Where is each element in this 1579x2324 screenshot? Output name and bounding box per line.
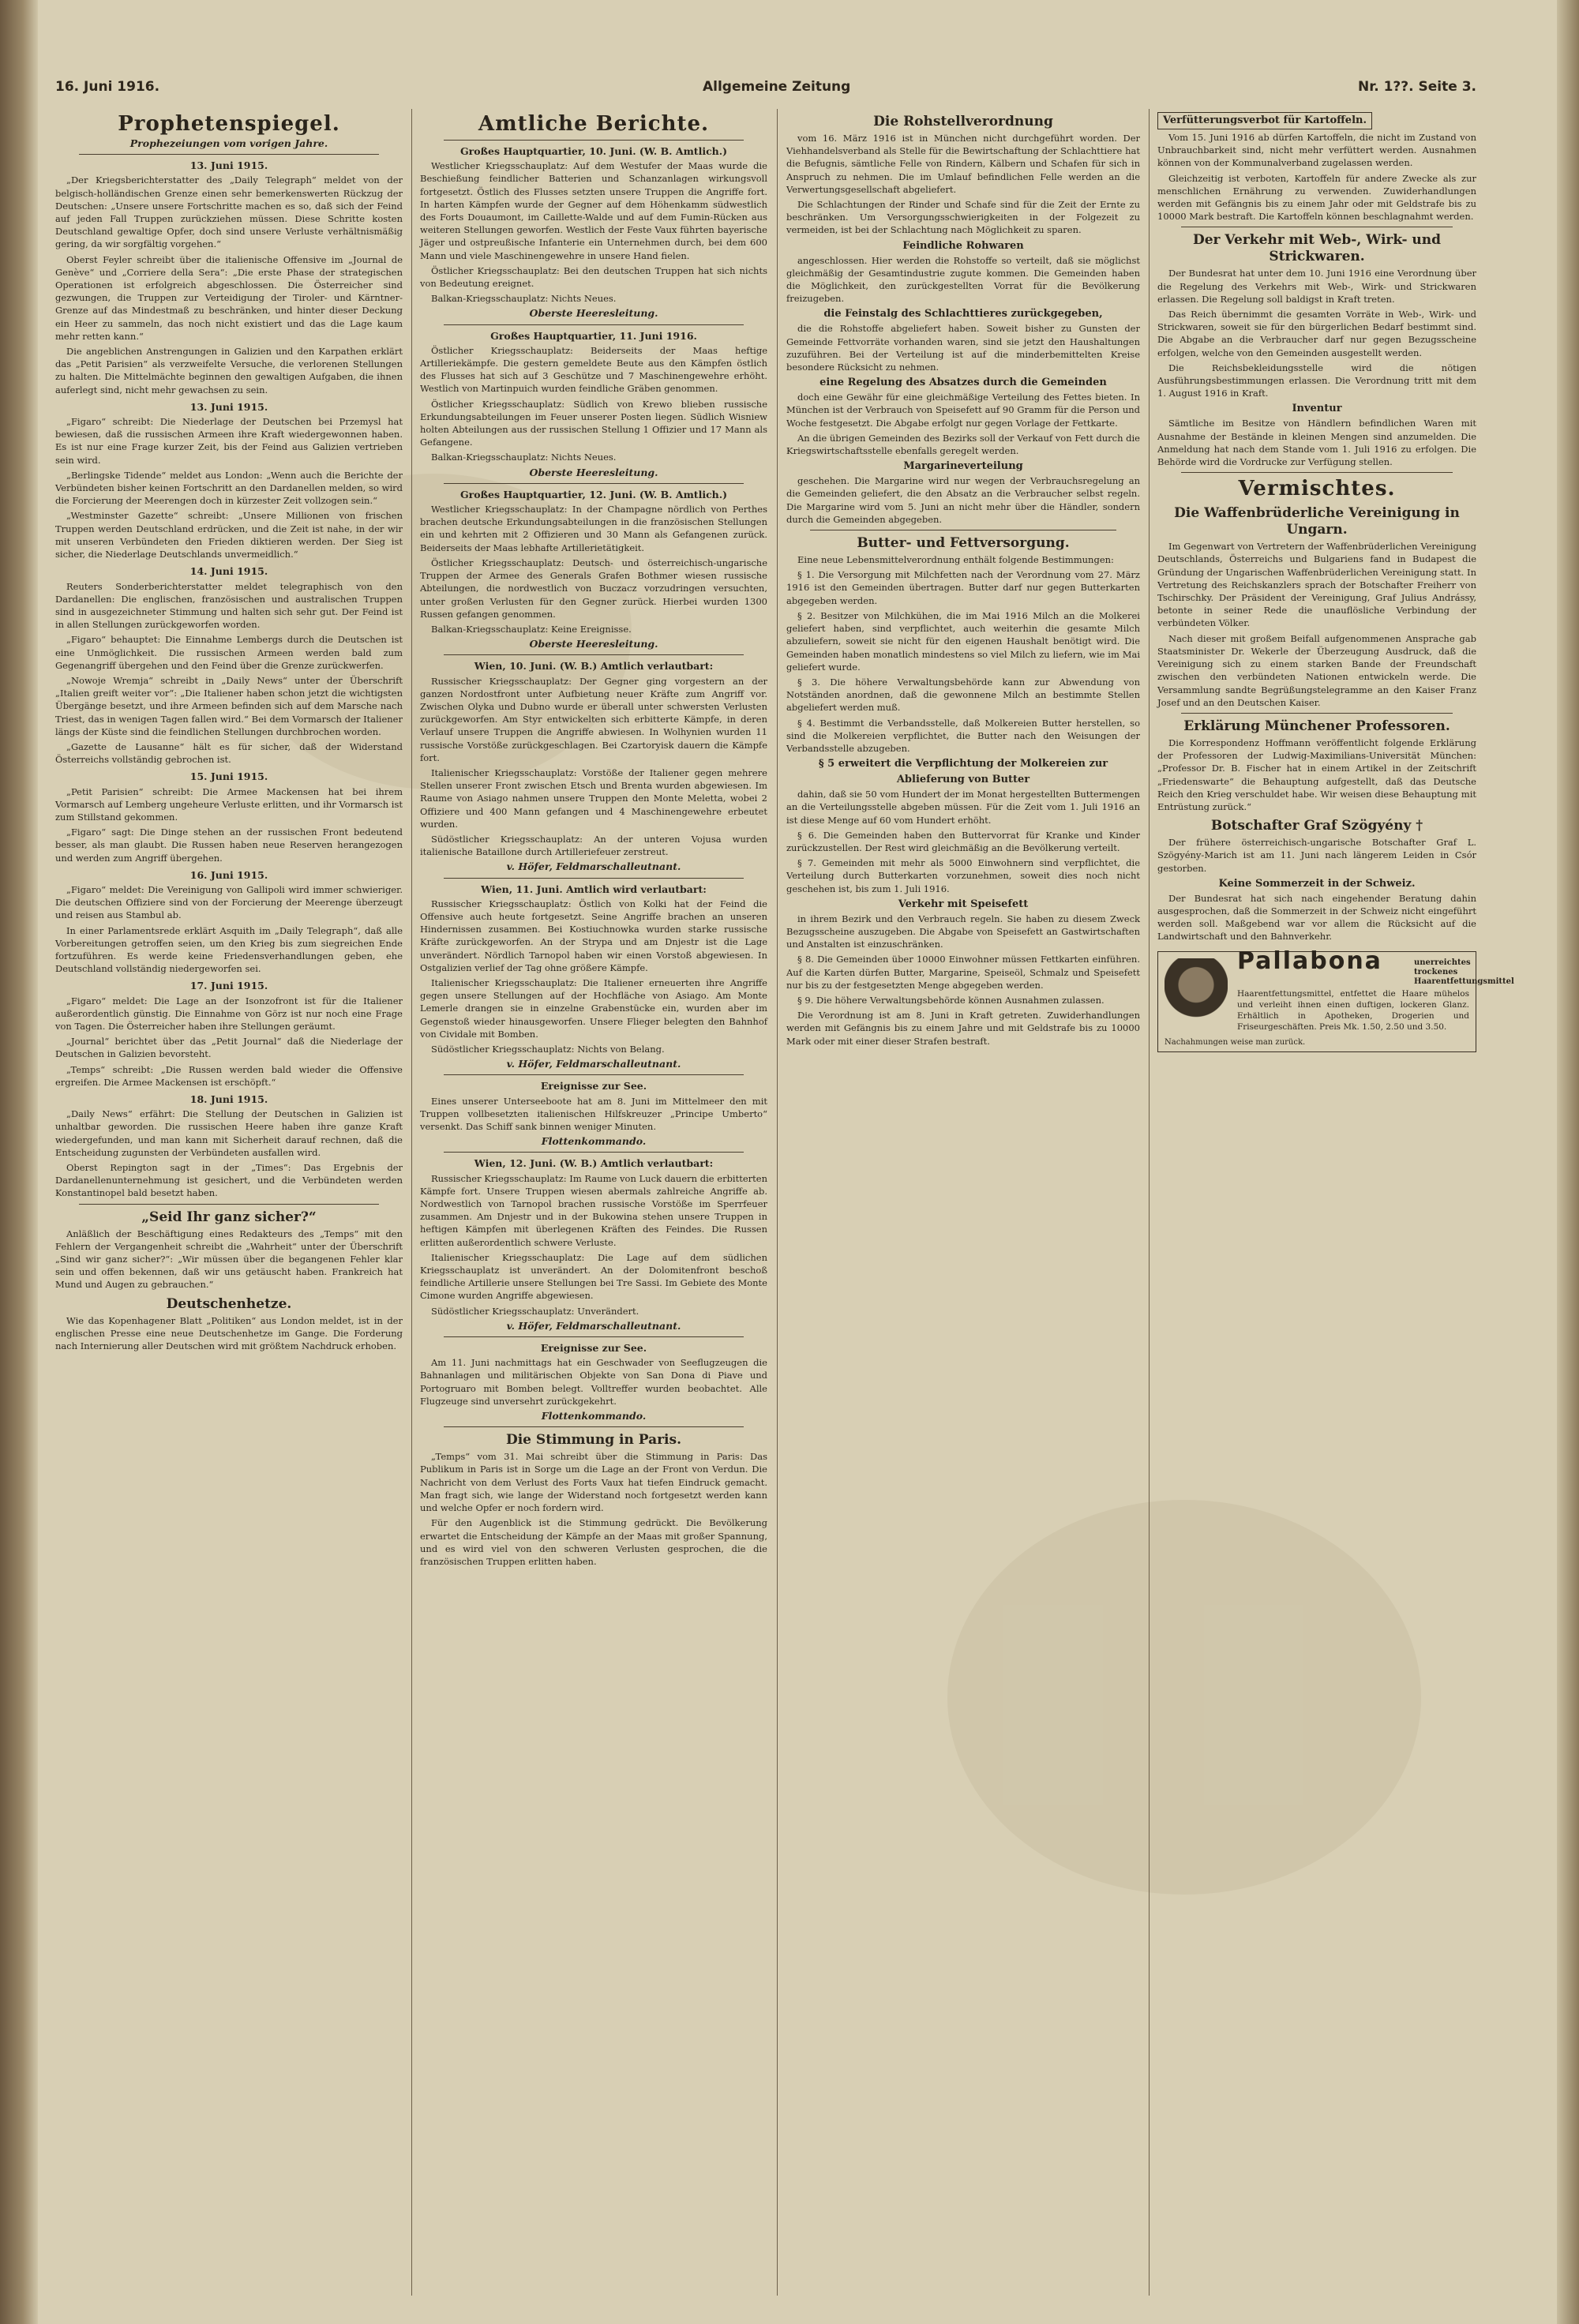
article-title: Die Stimmung in Paris. bbox=[505, 1432, 681, 1449]
paragraph: Balkan-Kriegsschauplatz: Nichts Neues. bbox=[431, 452, 617, 463]
column-rule bbox=[777, 109, 778, 2296]
paragraph: in ihrem Bezirk und den Verbrauch regeln. Sie haben zu diesem Zweck Bezugsscheine auszugeben. Die Abgabe von Speisefett an Gastwirtschaften und Anstalten ist einzuschränken. bbox=[786, 913, 1140, 950]
paragraph: Der Bundesrat hat unter dem 10. Juni 1916 eine Verordnung über die Regelung des Verkehrs mit Web-, Wirk- und Strickwaren erlassen. Die Regelung soll baldigst in Kraft treten. bbox=[1157, 268, 1476, 305]
report-signature: Oberste Heeresleitung. bbox=[529, 466, 658, 478]
paragraph: „Nowoje Wremja“ schreibt in „Daily News“ unter der Überschrift „Italien greift weiter vor“: „Die Italiener haben schon jetzt die wichtigsten Übergänge besetzt, und ihre Armeen befinden sich auf dem Marsche nach Triest, das in wenigen Tagen fallen wird.“ Bei dem Vormarsch der Italiener längs der Küste sind die feindlichen Stellungen durchbrochen worden. bbox=[55, 674, 403, 737]
paragraph: Anläßlich der Beschäftigung eines Redakteurs des „Temps“ mit den Fehlern der Vergangenheit schreibt die „Wahrheit“ unter der Überschrift „Sind wir ganz sicher?“: „Wir müssen über die begangenen Fehler klar sein und offen bekennen, daß wir uns getäuscht haben. Frankreich hat Mund und Augen zu gebrauchen.“ bbox=[55, 1228, 403, 1291]
subheading: die Feinstalg des Schlachttieres zurückgegeben, bbox=[823, 308, 1103, 320]
report-heading: Ereignisse zur See. bbox=[540, 1080, 647, 1093]
report-signature: Oberste Heeresleitung. bbox=[529, 638, 658, 650]
paragraph: Westlicher Kriegsschauplatz: Auf dem Westufer der Maas wurde die Beschießung feindlicher Batterien und Schanzanlagen wirkungsvoll fortgesetzt. Östlich des Flusses setzten unsere Truppen die Angriffe fort. In harten Kämpfen wurde der Gegner auf dem Höhenkamm südwestlich des Forts Douaumont, im Caillette-Walde und auf dem Fumin-Rücken aus weiteren Stellungen geworfen. Westlich der Feste Vaux führten bayerische Jäger und ostpreußische Infanterie ein Unternehmen durch, bei dem 600 Mann und viele Maschinengewehre in unsere Hand fielen. bbox=[420, 160, 767, 261]
ad-footer: Nachahmungen weise man zurück. bbox=[1165, 1038, 1306, 1048]
divider bbox=[1181, 713, 1453, 714]
subheading: Verkehr mit Speisefett bbox=[898, 898, 1029, 910]
report-signature: Flottenkommando. bbox=[541, 1410, 647, 1423]
paragraph: Südöstlicher Kriegsschauplatz: Nichts von Belang. bbox=[431, 1044, 665, 1055]
report-heading: Ereignisse zur See. bbox=[540, 1342, 647, 1355]
divider bbox=[444, 483, 744, 484]
page-header bbox=[55, 79, 1476, 99]
paragraph: Italienischer Kriegsschauplatz: Vorstöße der Italiener gegen mehrere Stellen unserer Front zwischen Etsch und Brenta wurden abgewiesen. Im Raume von Asiago nahmen unsere Truppen den Monte Meletta, wobei 2 Offiziere und 400 Mann gefangen und 4 Maschinengewehre erbeutet wurden. bbox=[420, 767, 767, 830]
divider bbox=[444, 878, 744, 879]
paragraph: Nach dieser mit großem Beifall aufgenommenen Ansprache gab Staatsminister Dr. Wekerle der Überzeugung Ausdruck, daß die Vereinigung sich zu einem starken Bande der Freundschaft zwischen den verbündeten Nationen entwickeln werde. Die Versammlung sandte Begrüßungstelegramme an den Kaiser Franz Josef und an den Deutschen Kaiser. bbox=[1157, 632, 1476, 708]
subheading: Ablieferung von Butter bbox=[896, 774, 1030, 786]
report-signature: v. Höfer, Feldmarschalleutnant. bbox=[506, 860, 681, 873]
advertisement bbox=[1157, 946, 1514, 1052]
column-rule bbox=[1149, 109, 1150, 2296]
column-rule bbox=[411, 109, 412, 2296]
paragraph: dahin, daß sie 50 vom Hundert der im Monat hergestellten Buttermengen an die Verteilungsstelle abgeben müssen. Für die Zeit vom 1. Juli 1916 an ist diese Menge auf 60 vom Hundert erhöht. bbox=[786, 789, 1140, 826]
section-date: 16. Juni 1915. bbox=[189, 868, 268, 881]
paragraph: Italienischer Kriegsschauplatz: Die Lage auf dem südlichen Kriegsschauplatz ist unverändert. An der Dolomitenfront beschoß feindliche Artillerie unsere Stellungen bei Tre Sassi. Im Gebiete des Monte Cimone wurden Angriffe abgewiesen. bbox=[420, 1251, 767, 1302]
divider bbox=[1181, 472, 1453, 473]
paragraph: „Daily News“ erfährt: Die Stellung der Deutschen in Galizien ist unhaltbar geworden. Die russischen Heere haben ihre ganze Kraft wiedergefunden, und man kann mit Sicherheit darauf rechnen, daß die Entscheidung zugunsten der Verbündeten ausfallen wird. bbox=[55, 1108, 403, 1158]
report-heading: Wien, 12. Juni. (W. B.) Amtlich verlautbart: bbox=[474, 1157, 714, 1170]
column-3 bbox=[786, 109, 1140, 2296]
section-date: 18. Juni 1915. bbox=[189, 1093, 268, 1106]
header-page: Nr. 1??. Seite 3. bbox=[1358, 79, 1476, 95]
column-4 bbox=[1157, 109, 1514, 2296]
ad-tagline: unerreichtes trockenes Haarentfettungsmittel bbox=[1414, 958, 1514, 986]
paragraph: Die Korrespondenz Hoffmann veröffentlicht folgende Erklärung der Professoren der Ludwig-Maximilians-Universität München: „Professor Dr. B. Fischer hat in einem Artikel in der Zeitschrift „Friedenswarte“ die Behauptung aufgestellt, daß das Deutsche Reich den Krieg verschuldet habe. Wir weisen diese Behauptung mit Entrüstung zurück.“ bbox=[1157, 737, 1476, 812]
paragraph: „Figaro“ meldet: Die Vereinigung von Gallipoli wird immer schwieriger. Die deutschen Offiziere sind von der Forcierung der Meerenge überzeugt und reisen aus Stambul ab. bbox=[55, 883, 403, 921]
paragraph: Östlicher Kriegsschauplatz: Beiderseits der Maas heftige Artilleriekämpfe. Die gestern gemeldete Beute aus den Kämpfen östlich des Flusses hat sich auf 3 Geschütze und 7 Maschinengewehre erhöht. Westlich von Martinpuich wurden feindliche Gräben genommen. bbox=[420, 344, 767, 395]
paragraph: § 6. Die Gemeinden haben den Buttervorrat für Kranke und Kinder zurückzustellen. Der Rest wird gleichmäßig an die Bevölkerung verteilt. bbox=[786, 829, 1140, 853]
article-title: Die Waffenbrüderliche Vereinigung in Ungarn. bbox=[1174, 505, 1460, 538]
article-title: Die Rohstellverordnung bbox=[873, 114, 1053, 129]
paragraph: Im Gegenwart von Vertretern der Waffenbrüderlichen Vereinigung Deutschlands, Österreichs und Bulgariens fand in Budapest die Gründung der Ungarischen Waffenbrüderlichen Vereinigung statt. In Vertretung des Reichskanzlers sprach der Botschafter Freiherr von Tschirschky. Der Präsident der Vereinigung, Graf Julius Andrássy, betonte in seiner Rede die unauflösliche Verbindung der verbündeten Völker. bbox=[1157, 541, 1476, 629]
paragraph: Die angeblichen Anstrengungen in Galizien und den Karpathen erklärt das „Petit Parisien“ als verzweifelte Versuche, die verlorenen Stellungen zu halten. Die Mittelmächte beginnen den gewaltigen Aufgaben, die ihnen auferlegt sind, nicht mehr gewachsen zu sein. bbox=[55, 346, 403, 395]
paragraph: Am 11. Juni nachmittags hat ein Geschwader von Seeflugzeugen die Bahnanlagen und militärischen Objekte von San Dona di Piave und Portogruaro mit Bomben belegt. Volltreffer wurden beobachtet. Alle Flugzeuge sind unversehrt zurückgekehrt. bbox=[420, 1357, 767, 1407]
paragraph: doch eine Gewähr für eine gleichmäßige Verteilung des Fettes bieten. In München ist der Verbrauch von Speisefett auf 90 Gramm für die Person und Woche festgesetzt. Die Abgabe erfolgt nur gegen Vorlage der Fettkarte. bbox=[786, 392, 1140, 429]
paragraph: § 9. Die höhere Verwaltungsbehörde können Ausnahmen zulassen. bbox=[797, 994, 1105, 1006]
paragraph: „Petit Parisien“ schreibt: Die Armee Mackensen hat bei ihrem Vormarsch auf Lemberg ungeheure Verluste erlitten, und ihr Vormarsch ist zum Stillstand gekommen. bbox=[55, 785, 403, 823]
book-binding bbox=[0, 0, 38, 2324]
paragraph: Das Reich übernimmt die gesamten Vorräte in Web-, Wirk- und Strickwaren, soweit sie für den bürgerlichen Bedarf bestimmt sind. Die Abgabe an die Verbraucher darf nur gegen Bezugsscheine erfolgen, welche von den Gemeinden ausgestellt werden. bbox=[1157, 309, 1476, 358]
paragraph: Die Reichsbekleidungsstelle wird die nötigen Ausführungsbestimmungen erlassen. Die Verordnung tritt mit dem 1. August 1916 in Kraft. bbox=[1157, 362, 1476, 399]
report-heading: Großes Hauptquartier, 11. Juni 1916. bbox=[490, 329, 697, 342]
article-title: Verfütterungsverbot für Kartoffeln. bbox=[1157, 112, 1372, 129]
paragraph: „Temps“ vom 31. Mai schreibt über die Stimmung in Paris: Das Publikum in Paris ist in Sorge um die Lage an der Front von Verdun. Die Nachricht von dem Verlust des Forts Vaux hat tiefen Eindruck gemacht. Man fragt sich, wie lange der Widerstand noch fortgesetzt werden kann und welche Opfer er noch fordern wird. bbox=[420, 1451, 767, 1514]
paragraph: Östlicher Kriegsschauplatz: Deutsch- und österreichisch-ungarische Truppen der Armee des Generals Grafen Bothmer wiesen russische Abteilungen, die nordwestlich von Buczacz vorzudringen versuchten, unter großen Verlusten für den Gegner zurück. Hierbei wurden 1300 Russen gefangen genommen. bbox=[420, 557, 767, 620]
paragraph: Italienischer Kriegsschauplatz: Die Italiener erneuerten ihre Angriffe gegen unsere Stellungen auf der Hochfläche von Asiago. Am Monte Lemerle drangen sie in einzelne Grabenstücke ein, wurden aber im Gegenstoß wieder hinausgeworfen. Unsere Flieger belegten den Bahnhof von Cividale mit Bomben. bbox=[420, 976, 767, 1040]
divider bbox=[444, 1152, 744, 1153]
paragraph: „Westminster Gazette“ schreibt: „Unsere Millionen von frischen Truppen werden Deutschland erdrücken, und die Zeit ist nahe, in der wir mit unseren Verbündeten den Frieden diktieren werden. Der Sieg ist sicher, die Niederlage Deutschlands unvermeidlich.“ bbox=[55, 510, 403, 560]
paragraph: Russischer Kriegsschauplatz: Der Gegner ging vorgestern an der ganzen Nordostfront unter Aufbietung neuer Kräfte zum Angriff vor. Zwischen Olyka und Dubno wurde er überall unter schwersten Verlusten zurückgeworfen. Am Styr entwickelten sich erbitterte Kämpfe, in deren Verlauf unsere Truppen die Angriffe abwiesen. In Wolhynien wurden 11 russische Vorstöße zurückgeschlagen. Bei Czartoryisk dauern die Kämpfe fort. bbox=[420, 675, 767, 763]
paragraph: Die Verordnung ist am 8. Juni in Kraft getreten. Zuwiderhandlungen werden mit Gefängnis bis zu einem Jahre und mit Geldstrafe bis zu 10000 Mark oder mit einer dieser Strafen bestraft. bbox=[786, 1010, 1140, 1047]
column-1 bbox=[55, 109, 403, 2296]
paragraph: § 7. Gemeinden mit mehr als 5000 Einwohnern sind verpflichtet, die Verteilung durch Butterkarten vorzunehmen, soweit dies noch nicht geschehen ist, bis zum 1. Juli 1916. bbox=[786, 857, 1140, 894]
paragraph: „Figaro“ sagt: Die Dinge stehen an der russischen Front bedeutend besser, als man glaubt. Die Russen haben neue Reserven herangezogen und werden zum Angriff übergehen. bbox=[55, 827, 403, 864]
section-date: 14. Juni 1915. bbox=[189, 565, 268, 578]
ad-brand: Pallabona bbox=[1237, 946, 1382, 975]
report-signature: v. Höfer, Feldmarschalleutnant. bbox=[506, 1058, 681, 1070]
paragraph: Reuters Sonderberichterstatter meldet telegraphisch von den Dardanellen: Die englischen, französischen und australischen Truppen sind in ausgezeichneter Stimmung und halten sich sehr gut. Der Feind ist in allen Stellungen zurückgeworfen worden. bbox=[55, 580, 403, 631]
subheading: eine Regelung des Absatzes durch die Gemeinden bbox=[820, 377, 1107, 389]
paragraph: § 8. Die Gemeinden über 10000 Einwohner müssen Fettkarten einführen. Auf die Karten dürfen Butter, Margarine, Speiseöl, Schmalz und Speisefett nur bis zu der festgesetzten Menge abgegeben werden. bbox=[786, 954, 1140, 991]
paragraph: Eine neue Lebensmittelverordnung enthält folgende Bestimmungen: bbox=[797, 554, 1114, 566]
article-subtitle: Prophezeiungen vom vorigen Jahre. bbox=[129, 137, 328, 149]
paragraph: Der Bundesrat hat sich nach eingehender Beratung dahin ausgesprochen, daß die Sommerzeit in der Schweiz nicht eingeführt werden soll. Maßgebend war vor allem die Rücksicht auf die Landwirtschaft und den Bahnverkehr. bbox=[1157, 892, 1476, 943]
article-title: Amtliche Berichte. bbox=[478, 112, 710, 136]
ad-text: Haarentfettungsmittel, entfettet die Haare mühelos und verleiht ihnen einen duftigen, lockeren Glanz. Erhältlich in Apotheken, Drogerien und Friseurgeschäften. Preis Mk. 1.50, 2.50 und 3.50. bbox=[1237, 988, 1469, 1032]
paragraph: Der frühere österreichisch-ungarische Botschafter Graf L. Szögyény-Marich ist am 11. Juni nach längerem Leiden in Csór gestorben. bbox=[1157, 837, 1476, 874]
paragraph: angeschlossen. Hier werden die Rohstoffe so verteilt, daß sie möglichst gleichmäßig der Gesamtindustrie zugute kommen. Die Gemeinden haben die Möglichkeit, den zurückgestellten Vorrat für die Bevölkerung freizugeben. bbox=[786, 254, 1140, 305]
paragraph: „Figaro“ meldet: Die Lage an der Isonzofront ist für die Italiener außerordentlich günstig. Die Einnahme von Görz ist nur noch eine Frage von Tagen. Die Österreicher haben ihre Stellungen geräumt. bbox=[55, 995, 403, 1032]
subheading: Margarineverteilung bbox=[903, 460, 1023, 473]
section-title: Vermischtes. bbox=[1238, 477, 1396, 501]
paragraph: die die Rohstoffe abgeliefert haben. Soweit bisher zu Gunsten der Gemeinde Fettvorräte vorhanden waren, sind sie jetzt den Haushaltungen zuzuführen. Bei der Verteilung ist auf die minderbemittelten Kreise besondere Rücksicht zu nehmen. bbox=[786, 323, 1140, 373]
paragraph: „Journal“ berichtet über das „Petit Journal“ daß die Niederlage der Deutschen in Galizien bevorsteht. bbox=[55, 1036, 403, 1060]
paragraph: Oberst Feyler schreibt über die italienische Offensive im „Journal de Genève“ und „Corriere della Sera“: „Die erste Phase der strategischen Operationen ist erfolgreich abgeschlossen. Die Österreicher sind gezwungen, die Truppen zur Verteidigung der Tiroler- und Kärntner-Grenze auf das Mindestmaß zu beschränken, und hinter dieser Deckung ein Heer zu sammeln, das noch nicht existiert und das die Lage kaum mehr retten kann.“ bbox=[55, 253, 403, 342]
paragraph: Westlicher Kriegsschauplatz: In der Champagne nördlich von Perthes brachen deutsche Erkundungsabteilungen in die französischen Stellungen ein und kehrten mit 2 Offizieren und 30 Mann als Gefangenen zurück. Beiderseits der Maas lebhafte Artillerietätigkeit. bbox=[420, 504, 767, 553]
paragraph: § 2. Besitzer von Milchkühen, die im Mai 1916 Milch an die Molkerei geliefert haben, sind verpflichtet, auch weiterhin die gesamte Milch abzuliefern, soweit sie nicht für den eigenen Haushalt benötigt wird. Die Gemeinden haben monatlich mindestens so viel Milch zu liefern, wie im Mai geliefert wurde. bbox=[786, 609, 1140, 673]
paragraph: Wie das Kopenhagener Blatt „Politiken“ aus London meldet, ist in der englischen Presse eine neue Deutschenhetze im Gange. Die Forderung nach Internierung aller Deutschen wird mit größtem Nachdruck erhoben. bbox=[55, 1314, 403, 1352]
paragraph: „Berlingske Tidende“ meldet aus London: „Wenn auch die Berichte der Verbündeten bisher keinen Fortschritt an den Dardanellen melden, so wird die Forcierung der Meerengen doch in kürzester Zeit vollzogen sein.“ bbox=[55, 469, 403, 507]
article-title: Butter- und Fettversorgung. bbox=[857, 535, 1070, 552]
paragraph: „Figaro“ schreibt: Die Niederlage der Deutschen bei Przemysl hat bewiesen, daß die russischen Armeen ihre Kraft wiedergewonnen haben. Es ist nur eine Frage kurzer Zeit, bis der Feind aus Galizien vertrieben sein wird. bbox=[55, 416, 403, 466]
article-title: Keine Sommerzeit in der Schweiz. bbox=[1218, 877, 1416, 890]
divider bbox=[444, 140, 744, 141]
report-signature: v. Höfer, Feldmarschalleutnant. bbox=[506, 1319, 681, 1332]
paragraph: Russischer Kriegsschauplatz: Im Raume von Luck dauern die erbitterten Kämpfe fort. Unsere Truppen wiesen abermals zahlreiche Angriffe ab. Nordwestlich von Tarnopol brachen russische Vorstöße im Sperrfeuer zusammen. Am Dnjestr und in der Bukowina stehen unsere Truppen in heftigen Kämpfen mit überlegenen Kräften des Feindes. Die Russen erlitten außerordentlich schwere Verluste. bbox=[420, 1172, 767, 1248]
article-title: Deutschenhetze. bbox=[166, 1295, 292, 1312]
paragraph: § 1. Die Versorgung mit Milchfetten nach der Verordnung vom 27. März 1916 ist den Gemeinden übertragen. Butter darf nur gegen Butterkarten abgegeben werden. bbox=[786, 569, 1140, 606]
paragraph: Russischer Kriegsschauplatz: Östlich von Kolki hat der Feind die Offensive auch heute fortgesetzt. Seine Angriffe brachen an unseren Hindernissen zusammen. Bei Kostiuchnowka wurden starke russische Kräfte zurückgeworfen. An der Strypa und am Dnjestr ist die Lage unverändert. Nördlich Tarnopol haben wir einen Vorstoß abgewiesen. In Ostgalizien verlief der Tag ohne größere Kämpfe. bbox=[420, 898, 767, 973]
paragraph: Für den Augenblick ist die Stimmung gedrückt. Die Bevölkerung erwartet die Entscheidung der Kämpfe an der Maas mit großer Spannung, und es wird viel von den schweren Verlusten gesprochen, die die französischen Truppen erlitten haben. bbox=[420, 1517, 767, 1567]
divider bbox=[444, 654, 744, 655]
report-signature: Oberste Heeresleitung. bbox=[529, 307, 658, 320]
divider bbox=[79, 154, 379, 155]
paragraph: Südöstlicher Kriegsschauplatz: An der unteren Vojusa wurden italienische Bataillone durch Artilleriefeuer zerstreut. bbox=[420, 833, 767, 858]
paragraph: § 4. Bestimmt die Verbandsstelle, daß Molkereien Butter herstellen, so sind die Molkereien verpflichtet, die Butter nach den Weisungen der Verbandsstelle abzugeben. bbox=[786, 717, 1140, 754]
paragraph: Östlicher Kriegsschauplatz: Bei den deutschen Truppen hat sich nichts von Bedeutung ereignet. bbox=[420, 264, 767, 290]
section-date: 13. Juni 1915. bbox=[189, 400, 268, 413]
section-date: 17. Juni 1915. bbox=[189, 980, 268, 992]
section-date: 13. Juni 1915. bbox=[189, 159, 268, 172]
article-title: Botschafter Graf Szögyény † bbox=[1210, 818, 1423, 834]
subheading: Inventur bbox=[1292, 403, 1342, 415]
report-heading: Großes Hauptquartier, 12. Juni. (W. B. Amtlich.) bbox=[459, 488, 728, 500]
paragraph: Vom 15. Juni 1916 ab dürfen Kartoffeln, die nicht im Zustand von Unbrauchbarkeit sind, nicht mehr verfüttert werden. Ausnahmen können von der Kommunalverband zugelassen werden. bbox=[1157, 132, 1476, 169]
paragraph: Balkan-Kriegsschauplatz: Nichts Neues. bbox=[431, 293, 617, 305]
divider bbox=[79, 1204, 379, 1205]
paragraph: „Gazette de Lausanne“ hält es für sicher, daß der Widerstand Österreichs vollständig gebrochen ist. bbox=[55, 740, 403, 766]
report-heading: Wien, 10. Juni. (W. B.) Amtlich verlautbart: bbox=[474, 660, 714, 673]
paragraph: Östlicher Kriegsschauplatz: Südlich von Krewo blieben russische Erkundungsabteilungen im Feuer unserer Posten liegen. Südlich Wisniew holten Abteilungen aus der russischen Stellung 1 Offizier und 17 Mann als Gefangene. bbox=[420, 398, 767, 448]
paragraph: Gleichzeitig ist verboten, Kartoffeln für andere Zwecke als zur menschlichen Ernährung zu verwenden. Zuwiderhandlungen werden mit Gefängnis bis zu einem Jahr oder mit Geldstrafe bis zu 10000 Mark bestraft. Die Kartoffeln können beschlagnahmt werden. bbox=[1157, 172, 1476, 223]
paragraph: „Figaro“ behauptet: Die Einnahme Lembergs durch die Deutschen ist eine Unmöglichkeit. Die russischen Armeen werden bald zum Gegenangriff übergehen und den Feind über die Grenze zurückwerfen. bbox=[55, 634, 403, 671]
divider bbox=[444, 1426, 744, 1427]
report-signature: Flottenkommando. bbox=[541, 1135, 647, 1148]
article-title: Prophetenspiegel. bbox=[118, 112, 340, 136]
report-heading: Wien, 11. Juni. Amtlich wird verlautbart: bbox=[481, 883, 707, 895]
divider bbox=[444, 324, 744, 325]
divider bbox=[444, 1336, 744, 1337]
paragraph: An die übrigen Gemeinden des Bezirks soll der Verkauf von Fett durch die Kriegswirtschaftsstelle ebenfalls geregelt werden. bbox=[786, 432, 1140, 457]
column-2 bbox=[420, 109, 767, 2296]
paragraph: Südöstlicher Kriegsschauplatz: Unverändert. bbox=[431, 1305, 639, 1317]
subheading: § 5 erweitert die Verpflichtung der Molkereien zur bbox=[818, 758, 1108, 770]
header-date: 16. Juni 1916. bbox=[55, 79, 160, 95]
paragraph: Oberst Repington sagt in der „Times“: Das Ergebnis der Dardanellenunternehmung ist gesichert, und die Verbündeten werden Konstantinopel bald besetzt haben. bbox=[55, 1162, 403, 1199]
paragraph: Eines unserer Unterseeboote hat am 8. Juni im Mittelmeer den mit Truppen vollbesetzten italienischen Hilfskreuzer „Principe Umberto“ versenkt. Das Schiff sank binnen weniger Minuten. bbox=[420, 1095, 767, 1133]
paragraph: Balkan-Kriegsschauplatz: Keine Ereignisse. bbox=[431, 623, 632, 635]
paragraph: § 3. Die höhere Verwaltungsbehörde kann zur Abwendung von Notständen anordnen, daß die gewonnene Milch an bestimmte Stellen abgeliefert werden muß. bbox=[786, 676, 1140, 714]
ad-portrait bbox=[1165, 958, 1228, 1034]
article-title: Der Verkehr mit Web-, Wirk- und Strickwaren. bbox=[1192, 232, 1442, 265]
article-title: Erklärung Münchener Professoren. bbox=[1183, 718, 1450, 734]
divider bbox=[444, 1074, 744, 1075]
page-edge bbox=[1557, 0, 1579, 2324]
paragraph: vom 16. März 1916 ist in München nicht durchgeführt worden. Der Viehhandelsverband als Stelle für die Bewirtschaftung der Schlachttiere hat die Befugnis, sämtliche Felle von Rindern, Kälbern und Schafen für sich in Anspruch zu nehmen. Die im Umlauf befindlichen Felle werden an die Verwertungsgesellschaft abgeliefert. bbox=[786, 133, 1140, 195]
paragraph: In einer Parlamentsrede erklärt Asquith im „Daily Telegraph“, daß alle Vorbereitungen getroffen seien, um den Krieg bis zum siegreichen Ende fortzuführen. Es werde keine Friedensverhandlungen geben, ehe Deutschland vollständig niedergeworfen sei. bbox=[55, 924, 403, 975]
header-paper: Allgemeine Zeitung bbox=[703, 79, 851, 95]
paragraph: Sämtliche im Besitze von Händlern befindlichen Waren mit Ausnahme der Bestände in kleinen Mengen sind anzumelden. Die Anmeldung hat nach dem Stande vom 1. Juli 1916 zu erfolgen. Die Behörde wird die Vordrucke zur Verfügung stellen. bbox=[1157, 418, 1476, 468]
paragraph: geschehen. Die Margarine wird nur wegen der Verbrauchsregelung an die Gemeinden geliefert, die den Absatz an die Verbraucher selbst regeln. Die Margarine wird vom 5. Juni an nicht mehr über die Händler, sondern durch die Gemeinden abgegeben. bbox=[786, 475, 1140, 525]
paragraph: Die Schlachtungen der Rinder und Schafe sind für die Zeit der Ernte zu beschränken. Um Versorgungsschwierigkeiten in der Folgezeit zu vermeiden, ist bei der Schlachtung nach Möglichkeit zu sparen. bbox=[786, 199, 1140, 236]
section-date: 15. Juni 1915. bbox=[189, 770, 268, 783]
paragraph: „Temps“ schreibt: „Die Russen werden bald wieder die Offensive ergreifen. Die Armee Mackensen ist erschöpft.“ bbox=[55, 1063, 403, 1088]
report-heading: Großes Hauptquartier, 10. Juni. (W. B. Amtlich.) bbox=[459, 145, 728, 157]
article-title: „Seid Ihr ganz sicher?“ bbox=[141, 1209, 317, 1225]
paragraph: „Der Kriegsberichterstatter des „Daily Telegraph“ meldet von der belgisch-holländischen Grenze einen sehr bemerkenswerten Rückzug der Deutschen: „Unsere unsere Fortschritte machen es so, daß sich der Feind auf jeden Fall Truppen zurückziehen müssen. Diese Schritte kosten Deutschland gewaltige Opfer, doch sind unsere Verluste verhältnismäßig gering, da wir sorgfältig vorgehen.“ bbox=[55, 174, 403, 250]
subheading: Feindliche Rohwaren bbox=[902, 239, 1024, 252]
